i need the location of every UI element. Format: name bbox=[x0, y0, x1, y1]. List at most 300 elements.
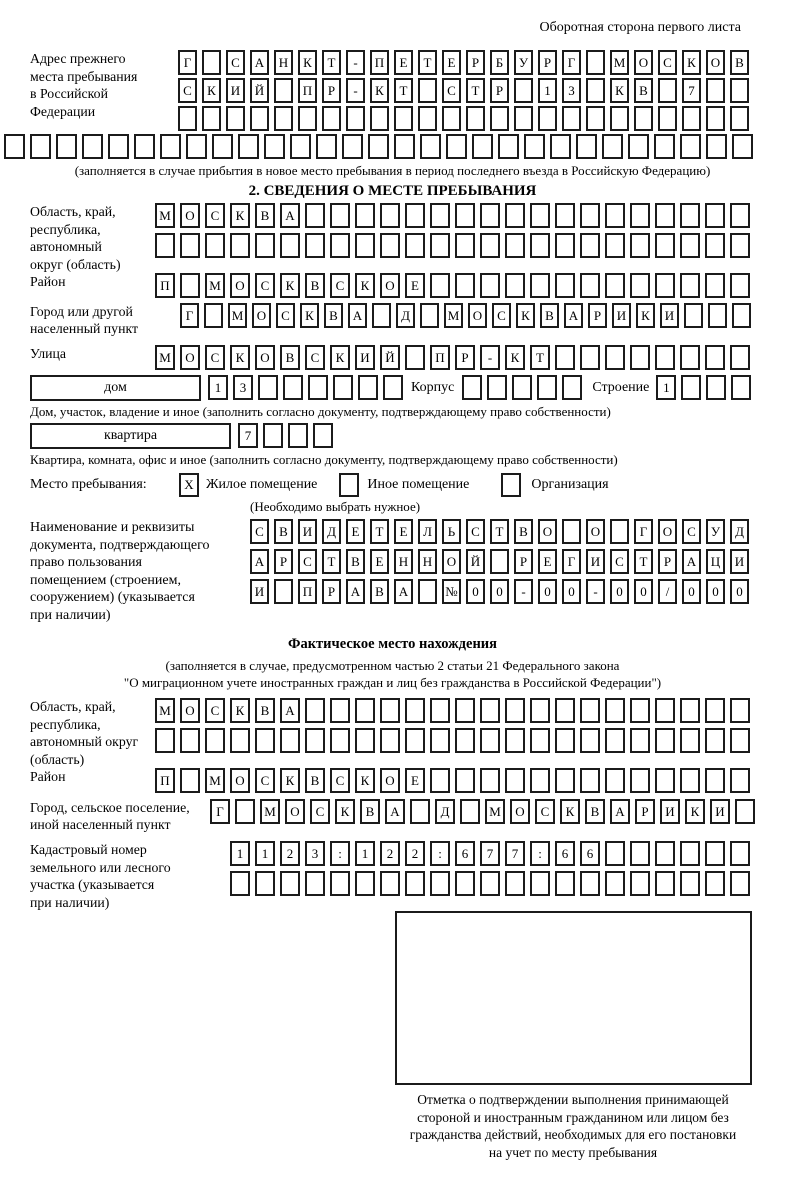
char-cell: С bbox=[250, 519, 269, 544]
char-cell bbox=[82, 134, 103, 159]
char-cell bbox=[658, 106, 677, 131]
char-cell: - bbox=[586, 579, 605, 604]
char-cell: В bbox=[305, 768, 325, 793]
char-cell: С bbox=[276, 303, 295, 328]
label-line: места пребывания bbox=[30, 68, 138, 84]
char-cell: С bbox=[610, 549, 629, 574]
char-cell: Т bbox=[466, 78, 485, 103]
char-cell bbox=[368, 134, 389, 159]
char-cell: 7 bbox=[480, 841, 500, 866]
char-cell bbox=[155, 728, 175, 753]
char-cell bbox=[442, 106, 461, 131]
char-cell bbox=[380, 203, 400, 228]
prev-address-row-3 bbox=[178, 106, 749, 131]
actual-city-field bbox=[30, 799, 755, 833]
char-cell: К bbox=[230, 345, 250, 370]
char-cell bbox=[655, 841, 675, 866]
char-cell bbox=[430, 768, 450, 793]
char-cell bbox=[420, 303, 439, 328]
char-cell: В bbox=[540, 303, 559, 328]
char-cell bbox=[562, 375, 582, 400]
char-cell bbox=[680, 233, 700, 258]
char-cell: О bbox=[252, 303, 271, 328]
char-cell: К bbox=[230, 698, 250, 723]
char-cell bbox=[680, 768, 700, 793]
region-label bbox=[30, 203, 155, 273]
char-cell bbox=[731, 375, 751, 400]
char-cell bbox=[212, 134, 233, 159]
char-cell: С bbox=[305, 345, 325, 370]
char-cell bbox=[630, 273, 650, 298]
char-cell: 6 bbox=[580, 841, 600, 866]
char-cell bbox=[705, 345, 725, 370]
char-cell bbox=[380, 698, 400, 723]
char-cell: А bbox=[385, 799, 405, 824]
char-cell: А bbox=[250, 50, 269, 75]
char-cell: Д bbox=[730, 519, 749, 544]
char-cell: Г bbox=[634, 519, 653, 544]
char-cell bbox=[480, 768, 500, 793]
organization-checkbox bbox=[501, 473, 521, 497]
char-cell: П bbox=[370, 50, 389, 75]
char-cell: 0 bbox=[682, 579, 701, 604]
region-row-2 bbox=[155, 233, 750, 258]
char-cell bbox=[655, 728, 675, 753]
prev-address-note: (заполняется в случае прибытия в новое место пребывания в период последнего въезда в Российскую Федерацию) bbox=[74, 163, 711, 178]
char-cell bbox=[730, 768, 750, 793]
char-cell bbox=[705, 273, 725, 298]
label-line: (область) bbox=[30, 751, 85, 767]
char-cell: 0 bbox=[538, 579, 557, 604]
char-cell bbox=[380, 871, 400, 896]
char-cell bbox=[226, 106, 245, 131]
char-cell bbox=[274, 579, 293, 604]
label-line: Адрес прежнего bbox=[30, 51, 126, 66]
char-cell: О bbox=[230, 768, 250, 793]
char-cell bbox=[186, 134, 207, 159]
char-cell bbox=[230, 728, 250, 753]
stroenie-label: Строение bbox=[592, 380, 650, 395]
actual-location-note bbox=[30, 657, 755, 691]
char-cell bbox=[480, 871, 500, 896]
char-cell bbox=[380, 728, 400, 753]
char-cell bbox=[505, 768, 525, 793]
char-cell bbox=[330, 728, 350, 753]
char-cell bbox=[732, 303, 751, 328]
char-cell bbox=[250, 106, 269, 131]
prev-address-row-1 bbox=[178, 50, 749, 75]
char-cell: О bbox=[538, 519, 557, 544]
char-cell bbox=[180, 768, 200, 793]
char-cell bbox=[255, 871, 275, 896]
char-cell: А bbox=[682, 549, 701, 574]
char-cell bbox=[524, 134, 545, 159]
document-field bbox=[30, 519, 755, 624]
char-cell: В bbox=[274, 519, 293, 544]
char-cell: 0 bbox=[706, 579, 725, 604]
stay-type-note: (Необходимо выбрать нужное) bbox=[250, 499, 421, 514]
label-line: стороной и иностранным гражданином или лицом без bbox=[417, 1109, 729, 1125]
char-cell: И bbox=[226, 78, 245, 103]
char-cell: М bbox=[228, 303, 247, 328]
char-cell bbox=[255, 728, 275, 753]
house-number-cells bbox=[208, 375, 403, 400]
char-cell bbox=[430, 203, 450, 228]
char-cell: В bbox=[585, 799, 605, 824]
char-cell bbox=[405, 203, 425, 228]
char-cell: 0 bbox=[562, 579, 581, 604]
char-cell: С bbox=[682, 519, 701, 544]
cadastre-row-1 bbox=[230, 841, 750, 866]
char-cell: С bbox=[330, 768, 350, 793]
char-cell bbox=[505, 273, 525, 298]
char-cell: 0 bbox=[466, 579, 485, 604]
char-cell: Т bbox=[490, 519, 509, 544]
char-cell bbox=[555, 345, 575, 370]
char-cell bbox=[498, 134, 519, 159]
document-row-1 bbox=[250, 519, 749, 544]
char-cell: Е bbox=[394, 519, 413, 544]
char-cell bbox=[530, 871, 550, 896]
residential-label: Жилое помещение bbox=[206, 477, 318, 492]
char-cell bbox=[530, 698, 550, 723]
char-cell bbox=[305, 698, 325, 723]
char-cell: Е bbox=[538, 549, 557, 574]
char-cell bbox=[346, 106, 365, 131]
char-cell bbox=[30, 134, 51, 159]
char-cell bbox=[355, 871, 375, 896]
label-line: республика, bbox=[30, 716, 101, 732]
char-cell bbox=[330, 203, 350, 228]
house-row bbox=[30, 375, 755, 401]
char-cell bbox=[405, 345, 425, 370]
char-cell bbox=[732, 134, 753, 159]
char-cell: Ь bbox=[442, 519, 461, 544]
char-cell: К bbox=[610, 78, 629, 103]
char-cell bbox=[537, 375, 557, 400]
char-cell: К bbox=[505, 345, 525, 370]
char-cell: М bbox=[155, 698, 175, 723]
char-cell bbox=[56, 134, 77, 159]
char-cell bbox=[330, 233, 350, 258]
char-cell bbox=[680, 728, 700, 753]
char-cell bbox=[358, 375, 378, 400]
char-cell bbox=[305, 233, 325, 258]
char-cell bbox=[505, 203, 525, 228]
char-cell bbox=[480, 728, 500, 753]
district-row bbox=[155, 273, 750, 298]
char-cell: : bbox=[530, 841, 550, 866]
char-cell bbox=[180, 728, 200, 753]
char-cell: О bbox=[706, 50, 725, 75]
cadastre-row-2 bbox=[230, 871, 750, 896]
char-cell bbox=[658, 78, 677, 103]
char-cell: № bbox=[442, 579, 461, 604]
char-cell bbox=[480, 698, 500, 723]
char-cell: 1 bbox=[355, 841, 375, 866]
char-cell: М bbox=[155, 345, 175, 370]
char-cell: Р bbox=[490, 78, 509, 103]
char-cell bbox=[455, 273, 475, 298]
char-cell: Г bbox=[180, 303, 199, 328]
char-cell: О bbox=[658, 519, 677, 544]
label-line: гражданства действий, необходимых для его постановки bbox=[409, 1127, 737, 1142]
char-cell bbox=[180, 233, 200, 258]
char-cell bbox=[605, 871, 625, 896]
char-cell bbox=[555, 768, 575, 793]
char-cell: Р bbox=[538, 50, 557, 75]
cadastre-label bbox=[30, 841, 230, 911]
actual-district-label: Район bbox=[30, 769, 66, 784]
char-cell bbox=[490, 106, 509, 131]
char-cell: К bbox=[516, 303, 535, 328]
char-cell: О bbox=[586, 519, 605, 544]
char-cell: П bbox=[298, 78, 317, 103]
char-cell: К bbox=[202, 78, 221, 103]
label-line: Кадастровый номер bbox=[30, 842, 147, 857]
char-cell bbox=[322, 106, 341, 131]
char-cell bbox=[530, 273, 550, 298]
actual-district-field bbox=[30, 768, 755, 793]
char-cell bbox=[333, 375, 353, 400]
label-line: Город, сельское поселение, bbox=[30, 800, 190, 815]
char-cell bbox=[290, 134, 311, 159]
char-cell: С bbox=[330, 273, 350, 298]
char-cell bbox=[576, 134, 597, 159]
char-cell: П bbox=[298, 579, 317, 604]
char-cell bbox=[555, 728, 575, 753]
prev-address-row-4 bbox=[4, 134, 755, 159]
char-cell bbox=[238, 134, 259, 159]
char-cell bbox=[684, 303, 703, 328]
char-cell bbox=[530, 203, 550, 228]
char-cell bbox=[655, 345, 675, 370]
other-premises-label: Иное помещение bbox=[367, 477, 470, 492]
char-cell: У bbox=[706, 519, 725, 544]
char-cell: А bbox=[564, 303, 583, 328]
char-cell: Е bbox=[442, 50, 461, 75]
char-cell bbox=[305, 728, 325, 753]
char-cell bbox=[730, 728, 750, 753]
char-cell: Т bbox=[634, 549, 653, 574]
char-cell: М bbox=[205, 273, 225, 298]
char-cell bbox=[405, 871, 425, 896]
char-cell: В bbox=[346, 549, 365, 574]
char-cell: Е bbox=[370, 549, 389, 574]
char-cell bbox=[555, 203, 575, 228]
char-cell: М bbox=[485, 799, 505, 824]
char-cell: А bbox=[610, 799, 630, 824]
char-cell bbox=[630, 728, 650, 753]
stay-type-row bbox=[30, 473, 755, 497]
char-cell bbox=[706, 134, 727, 159]
char-cell: Р bbox=[274, 549, 293, 574]
char-cell: У bbox=[514, 50, 533, 75]
char-cell: К bbox=[280, 273, 300, 298]
char-cell: Н bbox=[274, 50, 293, 75]
char-cell bbox=[283, 375, 303, 400]
char-cell bbox=[274, 78, 293, 103]
char-cell bbox=[538, 106, 557, 131]
label-line: документа, подтверждающего bbox=[30, 537, 210, 553]
actual-city-row bbox=[210, 799, 755, 824]
actual-location-title: Фактическое место нахождения bbox=[288, 636, 497, 652]
char-cell: Р bbox=[658, 549, 677, 574]
char-cell: Б bbox=[490, 50, 509, 75]
char-cell: С bbox=[205, 345, 225, 370]
char-cell bbox=[562, 106, 581, 131]
char-cell bbox=[605, 345, 625, 370]
char-cell bbox=[605, 203, 625, 228]
label-line: Город или другой bbox=[30, 304, 133, 319]
house-type-box: дом bbox=[30, 375, 201, 401]
label-line: Область, край, bbox=[30, 204, 116, 219]
char-cell: К bbox=[682, 50, 701, 75]
char-cell bbox=[555, 273, 575, 298]
char-cell: 0 bbox=[490, 579, 509, 604]
char-cell: 6 bbox=[455, 841, 475, 866]
char-cell bbox=[490, 549, 509, 574]
label-line: (заполняется в случае, предусмотренном частью 2 статьи 21 Федерального закона bbox=[165, 658, 620, 673]
char-cell bbox=[305, 203, 325, 228]
char-cell bbox=[630, 841, 650, 866]
char-cell bbox=[628, 134, 649, 159]
char-cell: - bbox=[346, 78, 365, 103]
district-label: Район bbox=[30, 274, 66, 289]
char-cell: М bbox=[610, 50, 629, 75]
char-cell: А bbox=[280, 203, 300, 228]
char-cell: К bbox=[280, 768, 300, 793]
char-cell bbox=[230, 233, 250, 258]
char-cell bbox=[730, 841, 750, 866]
char-cell: Т bbox=[418, 50, 437, 75]
char-cell: Е bbox=[394, 50, 413, 75]
char-cell bbox=[202, 50, 221, 75]
char-cell bbox=[330, 698, 350, 723]
char-cell bbox=[280, 871, 300, 896]
char-cell bbox=[355, 233, 375, 258]
char-cell bbox=[134, 134, 155, 159]
char-cell bbox=[705, 728, 725, 753]
char-cell: Е bbox=[405, 768, 425, 793]
char-cell bbox=[630, 203, 650, 228]
prev-address-row-2 bbox=[178, 78, 749, 103]
char-cell: С bbox=[310, 799, 330, 824]
char-cell bbox=[730, 698, 750, 723]
char-cell: К bbox=[560, 799, 580, 824]
char-cell: 7 bbox=[238, 423, 258, 448]
char-cell: 1 bbox=[538, 78, 557, 103]
char-cell: О bbox=[634, 50, 653, 75]
char-cell bbox=[555, 698, 575, 723]
char-cell bbox=[155, 233, 175, 258]
char-cell bbox=[160, 134, 181, 159]
char-cell: И bbox=[250, 579, 269, 604]
char-cell: Т bbox=[322, 50, 341, 75]
char-cell bbox=[280, 728, 300, 753]
char-cell bbox=[580, 698, 600, 723]
char-cell bbox=[410, 799, 430, 824]
char-cell: С bbox=[205, 203, 225, 228]
char-cell: 3 bbox=[562, 78, 581, 103]
char-cell bbox=[605, 233, 625, 258]
char-cell bbox=[630, 698, 650, 723]
char-cell: 2 bbox=[405, 841, 425, 866]
char-cell bbox=[298, 106, 317, 131]
char-cell: Р bbox=[514, 549, 533, 574]
city-field bbox=[30, 303, 755, 337]
district-field bbox=[30, 273, 755, 298]
char-cell: Й bbox=[250, 78, 269, 103]
char-cell bbox=[230, 871, 250, 896]
char-cell: М bbox=[155, 203, 175, 228]
confirmation-stamp-box bbox=[395, 911, 752, 1085]
char-cell: К bbox=[685, 799, 705, 824]
char-cell: П bbox=[155, 768, 175, 793]
char-cell: 3 bbox=[305, 841, 325, 866]
char-cell bbox=[288, 423, 308, 448]
apartment-number-cells bbox=[238, 423, 333, 448]
char-cell bbox=[730, 871, 750, 896]
char-cell bbox=[280, 233, 300, 258]
char-cell bbox=[630, 233, 650, 258]
char-cell: О bbox=[255, 345, 275, 370]
label-line: Область, край, bbox=[30, 699, 116, 714]
char-cell: И bbox=[730, 549, 749, 574]
char-cell bbox=[455, 698, 475, 723]
char-cell bbox=[342, 134, 363, 159]
char-cell: А bbox=[346, 579, 365, 604]
char-cell bbox=[505, 698, 525, 723]
actual-district-row bbox=[155, 768, 750, 793]
apartment-type-box: квартира bbox=[30, 423, 231, 449]
char-cell bbox=[274, 106, 293, 131]
char-cell: 1 bbox=[656, 375, 676, 400]
char-cell: 2 bbox=[280, 841, 300, 866]
char-cell bbox=[460, 799, 480, 824]
other-premises-checkbox bbox=[339, 473, 359, 497]
char-cell: М bbox=[444, 303, 463, 328]
char-cell bbox=[380, 233, 400, 258]
house-note: Дом, участок, владение и иное (заполнить согласно документу, подтверждающему право собственности) bbox=[30, 404, 611, 419]
char-cell: В bbox=[370, 579, 389, 604]
char-cell bbox=[394, 134, 415, 159]
char-cell: В bbox=[634, 78, 653, 103]
char-cell: 7 bbox=[505, 841, 525, 866]
region-row-1 bbox=[155, 203, 750, 228]
char-cell: Г bbox=[178, 50, 197, 75]
char-cell: К bbox=[330, 345, 350, 370]
char-cell bbox=[705, 203, 725, 228]
char-cell bbox=[505, 728, 525, 753]
char-cell: Р bbox=[322, 579, 341, 604]
char-cell bbox=[586, 78, 605, 103]
char-cell bbox=[634, 106, 653, 131]
char-cell: О bbox=[285, 799, 305, 824]
char-cell bbox=[706, 78, 725, 103]
char-cell: Г bbox=[210, 799, 230, 824]
actual-city-label bbox=[30, 799, 210, 833]
document-label bbox=[30, 519, 250, 624]
char-cell bbox=[630, 768, 650, 793]
char-cell bbox=[706, 106, 725, 131]
char-cell bbox=[235, 799, 255, 824]
char-cell: М bbox=[205, 768, 225, 793]
residential-checkbox: X bbox=[179, 473, 199, 497]
char-cell: 0 bbox=[610, 579, 629, 604]
label-line: округ (область) bbox=[30, 256, 121, 272]
char-cell: И bbox=[710, 799, 730, 824]
